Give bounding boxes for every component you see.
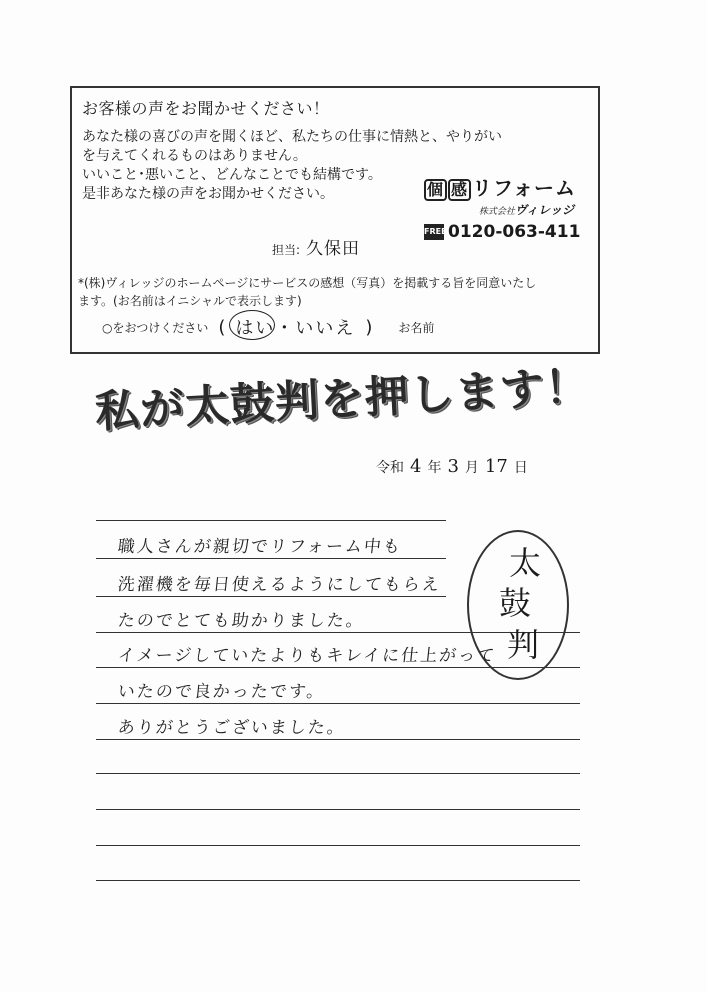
intro-line: あなた様の喜びの声を聞くほど、私たちの仕事に情熱と、やりがい (82, 129, 502, 145)
date-era: 令和 (376, 460, 404, 476)
free-dial-icon: FREE (424, 224, 444, 240)
date-month[interactable]: 3 (447, 456, 459, 477)
date-day-unit: 日 (513, 460, 528, 476)
staff-label: 担当: (272, 243, 301, 257)
date-year[interactable]: 4 (410, 456, 422, 477)
choice-no[interactable]: いいえ (295, 318, 356, 339)
staff-name[interactable]: 久保田 (306, 239, 361, 259)
date-month-unit: 月 (464, 460, 479, 476)
intro-line: 是非あなた様の声をお聞かせください。 (82, 186, 334, 202)
close-paren: ) (365, 316, 373, 338)
company-prefix: 株式会社 (478, 207, 515, 217)
phone-text: 0120-063-411 (448, 222, 581, 242)
intro-line: いいこと･悪いこと、どんなことでも結構です。 (82, 167, 382, 183)
logo-mark: 感 (448, 179, 471, 201)
stamp-char: 判 (506, 626, 539, 664)
comment-rule-line (96, 880, 580, 881)
box-title: お客様の声をお聞かせください！ (82, 99, 330, 118)
comment-rule-line (96, 703, 580, 704)
consent-text (78, 274, 594, 310)
logo-mark-prefix: 個 (424, 179, 447, 201)
staff-field (272, 234, 360, 259)
comment-text-line: 洗濯機を毎日使えるようにしてもらえ (116, 575, 442, 595)
choice-label: ○をおつけください (102, 320, 209, 335)
comment-rule-line (96, 558, 446, 559)
comment-text-line: たのでとても助かりました。 (116, 611, 366, 631)
stamp-char: 太 (508, 544, 541, 582)
date-year-unit: 年 (427, 460, 442, 476)
comment-rule-line (96, 739, 580, 740)
customer-voice-box (70, 86, 600, 354)
stamp-char: 鼓 (498, 584, 531, 622)
comment-text-line: イメージしていたよりもキレイに仕上がって (116, 646, 498, 666)
company-name (424, 201, 574, 218)
date-day[interactable]: 17 (484, 456, 508, 477)
choice-separator: ・ (275, 318, 296, 339)
logo-text: リフォーム (472, 176, 577, 200)
comment-text-line: 職人さんが親切でリフォーム中も (116, 537, 403, 557)
brand-block (424, 172, 594, 242)
comment-rule-line (96, 773, 580, 774)
brand-logo (424, 172, 594, 201)
name-label: お名前 (398, 320, 435, 335)
comment-rule-line (96, 520, 446, 521)
comment-rule-line (96, 809, 580, 810)
comment-rule-line (96, 596, 446, 597)
consent-line: *(株)ヴィレッジのホームページにサービスの感想（写真）を掲載する旨を同意いたし (78, 276, 537, 290)
open-paren: ( (218, 316, 226, 338)
intro-line: を与えてくれるものはありません。 (82, 148, 307, 164)
comment-text-line: ありがとうございました。 (116, 718, 347, 738)
consent-choice (102, 314, 434, 340)
company-name-text: ヴィレッジ (514, 203, 574, 217)
page-heading: 私が太鼓判を押します！ (93, 361, 591, 438)
consent-line: ます。(お名前はイニシャルで表示します) (78, 294, 302, 308)
date-field (376, 456, 528, 477)
choice-yes-option[interactable] (235, 314, 275, 340)
comment-rule-line (96, 845, 580, 846)
phone-number (424, 222, 594, 242)
taikoban-stamp (467, 530, 569, 680)
choice-yes: はい (235, 318, 276, 339)
comment-text-line: いたので良かったです。 (116, 682, 327, 702)
